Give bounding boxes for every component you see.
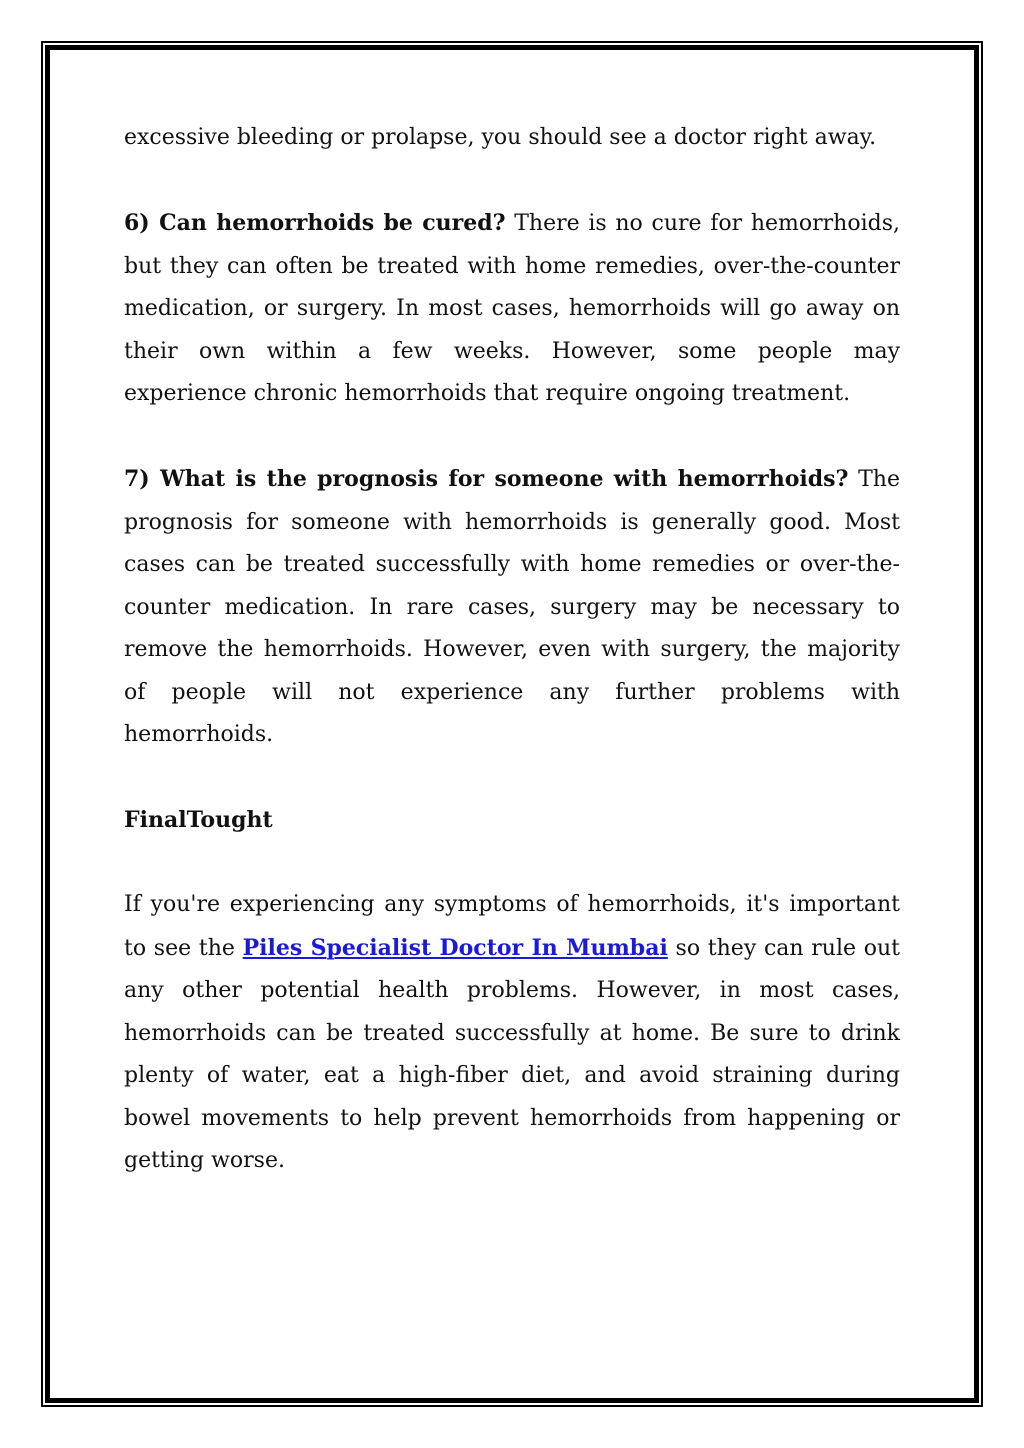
final-thought-heading: FinalTought bbox=[124, 807, 273, 833]
faq-item-7 bbox=[124, 458, 900, 757]
final-text-after-link: so they can rule out any other potential health problems. However, in most cases, hemorrhoids can be treated successfully at home. Be sure to drink plenty of water, eat a high-fiber diet, and avoid straining during bowel movements to help prevent hemorrhoids from happening or getting worse. bbox=[124, 935, 901, 1173]
document-body bbox=[124, 117, 900, 1225]
final-thought-paragraph bbox=[124, 884, 900, 1183]
faq-question-6: 6) Can hemorrhoids be cured? bbox=[124, 210, 506, 236]
faq-item-6 bbox=[124, 202, 900, 416]
faq-answer-7: The prognosis for someone with hemorrhoids is generally good. Most cases can be treated successfully with home remedies or over-the-counter medication. In rare cases, surgery may be necessary to remove the hemorrhoids. However, even with surgery, the majority of people will not experience any further problems with hemorrhoids. bbox=[124, 467, 900, 747]
intro-paragraph bbox=[124, 117, 900, 160]
faq-answer-6: There is no cure for hemorrhoids, but they can often be treated with home remedies, over-the-counter medication, or surgery. In most cases, hemorrhoids will go away on their own within a few weeks. However, some people may experience chronic hemorrhoids that require ongoing treatment. bbox=[124, 211, 900, 406]
intro-text: excessive bleeding or prolapse, you should see a doctor right away. bbox=[124, 125, 877, 150]
piles-specialist-link[interactable]: Piles Specialist Doctor In Mumbai bbox=[242, 934, 668, 961]
faq-question-7: 7) What is the prognosis for someone with hemorrhoids? bbox=[124, 466, 849, 492]
final-text-before-link: If you're experiencing any symptoms of hemorrhoids, it's important to see the bbox=[124, 892, 900, 961]
